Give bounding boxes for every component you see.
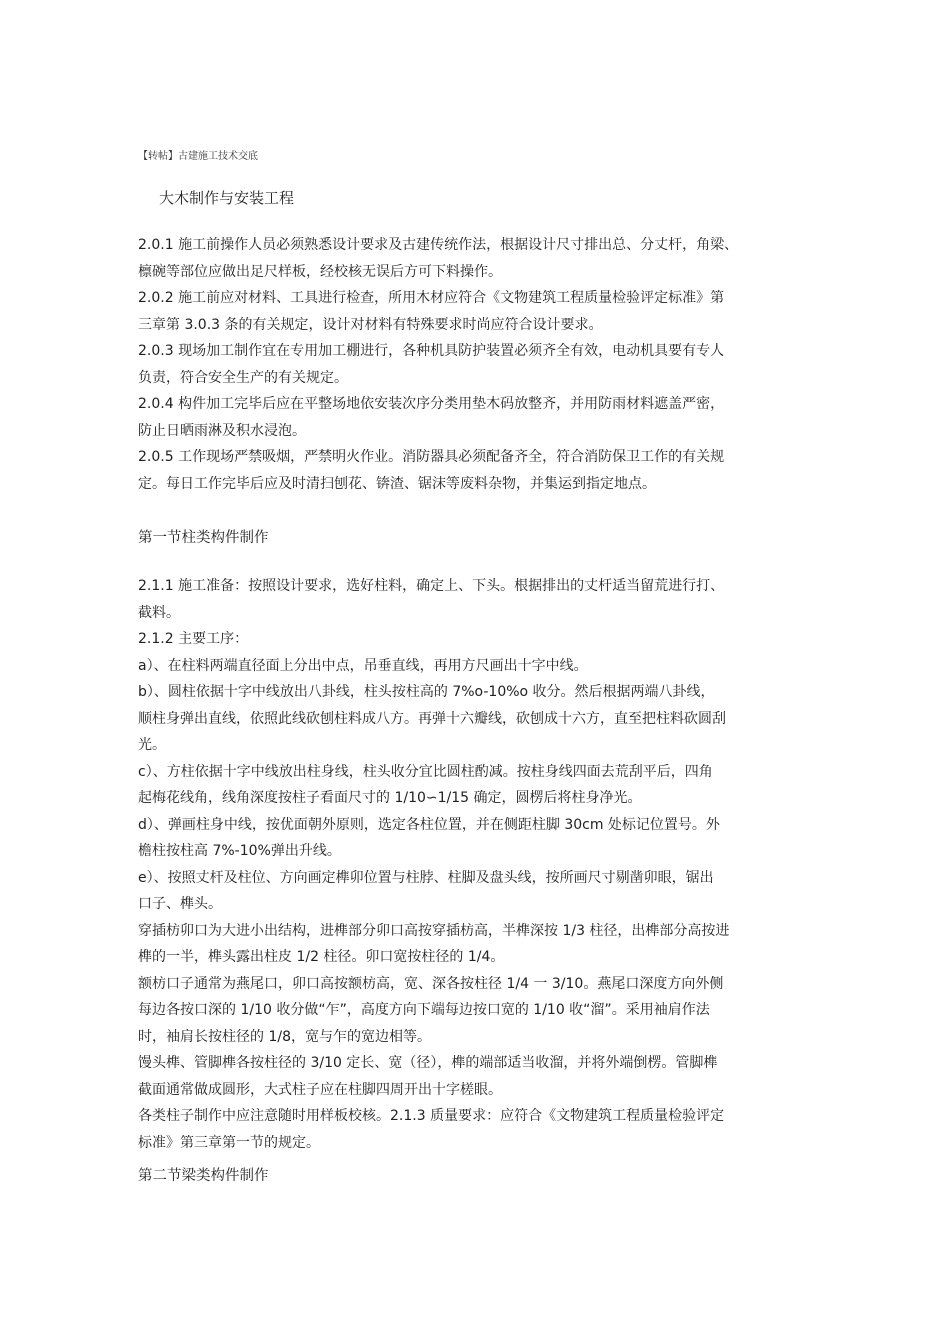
clause-line: 檐柱按柱高 7%-10%弹出升线。 xyxy=(138,843,341,859)
clause-line: 2.1.1 施工准备：按照设计要求，选好柱料，确定上、下头。根据排出的丈杆适当留荒进行打、 xyxy=(138,578,725,594)
clause-line: 防止日晒雨淋及积水浸泡。 xyxy=(138,422,306,439)
clause-line: 负责，符合安全生产的有关规定。 xyxy=(138,369,348,386)
clause-2-0-5 xyxy=(138,444,828,497)
step-d xyxy=(138,812,828,865)
paragraph-quality xyxy=(138,1103,828,1156)
clause-line: 三章第 3.0.3 条的有关规定，设计对材料有特殊要求时尚应符合设计要求。 xyxy=(138,316,603,333)
general-provisions xyxy=(138,232,828,497)
clause-line: e）、按照丈杆及柱位、方向画定榫卯位置与柱脖、柱脚及盘头线，按所画尺寸剔凿卯眼，锯出 xyxy=(138,869,714,886)
clause-line: b）、圆柱依据十字中线放出八卦线，柱头按柱高的 7%o-10%o 收分。然后根据两端八卦线， xyxy=(138,684,715,700)
clause-line: 标准》第三章第一节的规定。 xyxy=(138,1134,320,1151)
step-c xyxy=(138,759,828,812)
section-heading-2: 第二节梁类构件制作 xyxy=(138,1168,269,1184)
clause-line: 口子、榫头。 xyxy=(138,896,222,912)
paragraph-chuancha-fang xyxy=(138,918,828,971)
clause-line: 每边各按口深的 1/10 收分做“乍”，高度方向下端每边按口宽的 1/10 收“溜”。采用袖肩作法 xyxy=(138,1002,710,1018)
clause-line: 2.0.5 工作现场严禁吸烟，严禁明火作业。消防器具必须配备齐全，符合消防保卫工作的有关规 xyxy=(138,449,725,465)
clause-line: 截料。 xyxy=(138,604,180,621)
clause-line: 各类柱子制作中应注意随时用样板校核。2.1.3 质量要求：应符合《文物建筑工程质量检验评定 xyxy=(138,1108,725,1124)
clause-line: 额枋口子通常为燕尾口，卯口高按额枋高，宽、深各按柱径 1/4 一 3/10。燕尾口深度方向外侧 xyxy=(138,975,724,992)
clause-line: 檩碗等部位应做出足尺样板，经校核无误后方可下料操作。 xyxy=(138,263,502,280)
clause-line: a）、在柱料两端直径面上分出中点，吊垂直线，再用方尺画出十字中线。 xyxy=(138,657,588,674)
clause-line: 榫的一半，榫头露出柱皮 1/2 柱径。卯口宽按柱径的 1/4。 xyxy=(138,949,505,965)
clause-line: 截面通常做成圆形，大式柱子应在柱脚四周开出十字槎眼。 xyxy=(138,1081,502,1098)
step-b xyxy=(138,679,828,759)
section-1-body xyxy=(138,573,828,1156)
section-heading-1: 第一节柱类构件制作 xyxy=(138,530,269,546)
clause-line: 时，袖肩长按柱径的 1/8，宽与乍的宽边相等。 xyxy=(138,1028,431,1045)
paragraph-mantou-sun xyxy=(138,1050,828,1103)
clause-line: 穿插枋卯口为大进小出结构，进榫部分卯口高按穿插枋高，半榫深按 1/3 柱径，出榫部分高按进 xyxy=(138,922,730,939)
clause-2-1-1 xyxy=(138,573,828,626)
clause-line: 2.0.3 现场加工制作宜在专用加工棚进行，各种机具防护装置必须齐全有效，电动机具要有专人 xyxy=(138,343,725,359)
clause-line: 馒头榫、管脚榫各按柱径的 3/10 定长、宽（径），榫的端部适当收溜，并将外端倒楞。管脚榫 xyxy=(138,1055,718,1071)
clause-line: d）、弹画柱身中线，按优面朝外原则，选定各柱位置，并在侧距柱脚 30cm 处标记位置号。外 xyxy=(138,816,720,833)
clause-line: c）、方柱依据十字中线放出柱身线，柱头收分宜比圆柱酌减。按柱身线四面去荒刮平后，四角 xyxy=(138,763,713,780)
clause-line: 光。 xyxy=(138,737,166,753)
clause-2-0-2 xyxy=(138,285,828,338)
paragraph-e-fang xyxy=(138,971,828,1051)
clause-line: 定。每日工作完毕后应及时清扫刨花、锛渣、锯沫等废料杂物，并集运到指定地点。 xyxy=(138,475,656,492)
clause-2-0-3 xyxy=(138,338,828,391)
header-note: 【转帖】古建施工技术交底 xyxy=(138,151,258,162)
clause-line: 2.0.4 构件加工完毕后应在平整场地依安装次序分类用垫木码放整齐，并用防雨材料遮盖严密， xyxy=(138,396,725,412)
clause-line: 顺柱身弹出直线，依照此线砍刨柱料成八方。再弹十六瓣线，砍刨成十六方，直至把柱料砍圆刮 xyxy=(138,710,726,727)
clause-line: 2.0.1 施工前操作人员必须熟悉设计要求及古建传统作法，根据设计尺寸排出总、分丈杆，角梁、 xyxy=(138,237,739,253)
clause-2-1-2 xyxy=(138,626,828,653)
clause-2-0-4 xyxy=(138,391,828,444)
clause-line: 起梅花线角，线角深度按柱子看面尺寸的 1/10∽1/15 确定，圆楞后将柱身净光。 xyxy=(138,790,642,806)
step-a xyxy=(138,653,828,680)
document-title: 大木制作与安装工程 xyxy=(159,189,295,207)
clause-line: 2.1.2 主要工序： xyxy=(138,631,249,647)
clause-line: 2.0.2 施工前应对材料、工具进行检查，所用木材应符合《文物建筑工程质量检验评定标准》第 xyxy=(138,290,725,306)
step-e xyxy=(138,865,828,918)
clause-2-0-1 xyxy=(138,232,828,285)
